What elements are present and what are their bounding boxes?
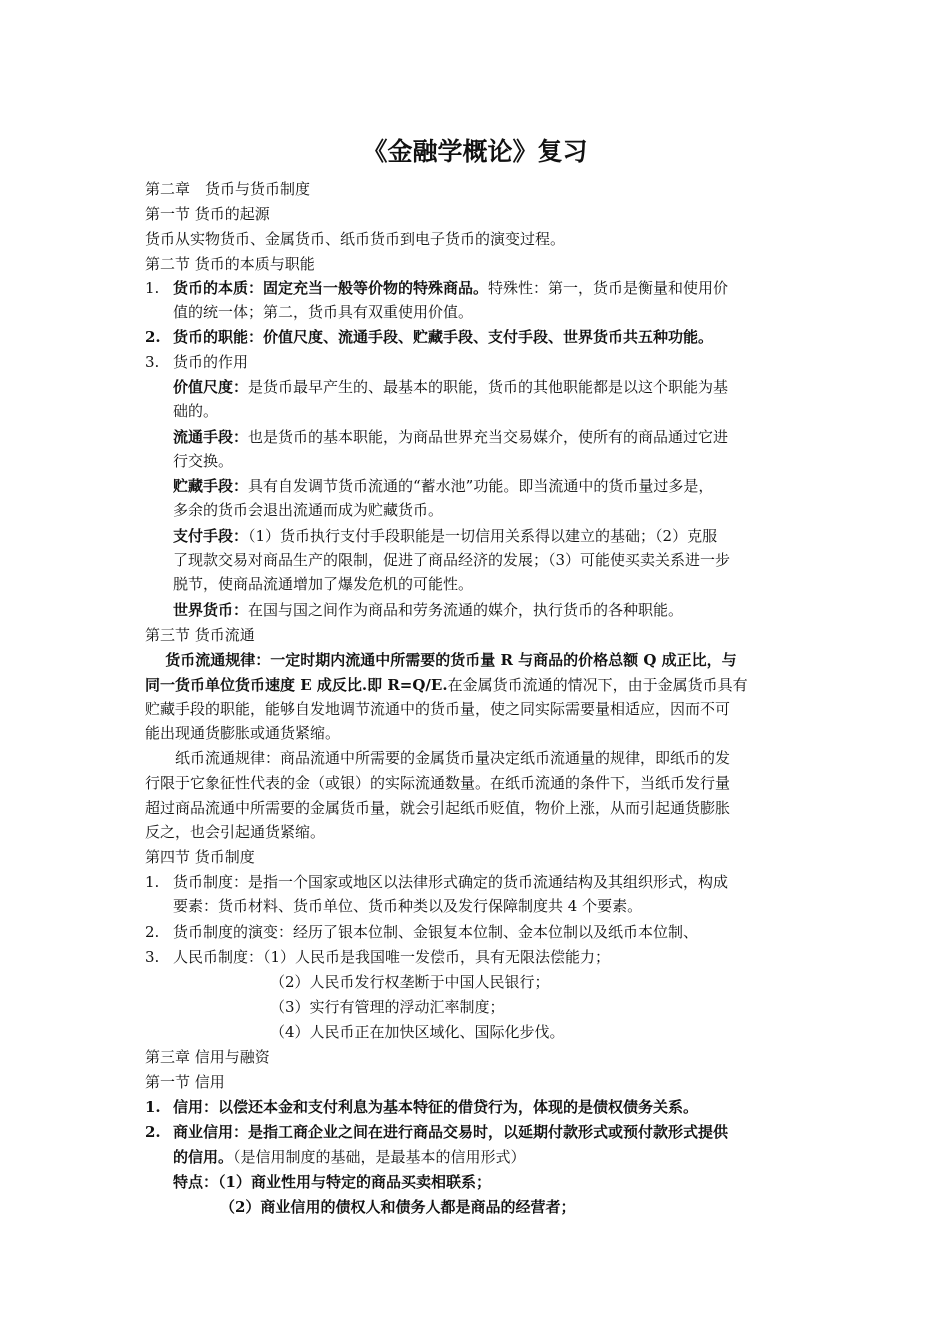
plain-text: 超过商品流通中所需要的金属货币量，就会引起纸币贬值，物价上涨，从而引起通货膨胀 <box>145 799 731 817</box>
text-line <box>145 796 810 820</box>
text-line <box>173 1170 838 1194</box>
text-line <box>145 623 810 647</box>
plain-text: 具有自发调节货币流通的“蓄水池”功能。即当流通中的货币量过多是， <box>248 477 714 495</box>
text-line <box>145 276 810 300</box>
bold-text: 的信用。 <box>173 1148 234 1166</box>
text-line <box>173 524 838 548</box>
plain-text: 贮藏手段的职能，能够自发地调节流通中的货币量，使之同实际需要量相适应，因而不可 <box>145 700 731 718</box>
text-line <box>145 721 810 745</box>
bold-text: 贮藏手段： <box>173 477 249 495</box>
plain-text: 在金属货币流通的情况下，由于金属货币具有 <box>447 676 748 694</box>
text-line <box>145 177 810 201</box>
text-line <box>145 771 810 795</box>
bold-text: 世界货币： <box>173 601 249 619</box>
text-line <box>173 1145 838 1169</box>
list-number: 1. <box>145 873 160 891</box>
bold-text: 货币流通规律：一定时期内流通中所需要的货币量 R 与商品的价格总额 Q 成正比，与 <box>145 651 737 669</box>
plain-text: 能出现通货膨胀或通货紧缩。 <box>145 724 341 742</box>
text-line <box>145 1045 810 1069</box>
plain-text: 第一节 信用 <box>145 1073 225 1091</box>
list-number: 3. <box>145 353 160 371</box>
plain-text: 了现款交易对商品生产的限制，促进了商品经济的发展；（3）可能使买卖关系进一步 <box>173 551 731 569</box>
plain-text: 要素：货币材料、货币单位、货币种类以及发行保障制度共 4 个要素。 <box>173 897 643 915</box>
list-number: 2. <box>145 923 160 941</box>
list-number: 1. <box>145 1098 161 1116</box>
plain-text: 第四节 货币制度 <box>145 848 255 866</box>
bold-text: 货币的本质：固定充当一般等价物的特殊商品。 <box>173 279 489 297</box>
text-line <box>145 325 810 349</box>
text-line <box>145 252 810 276</box>
plain-text: 货币从实物货币、金属货币、纸币货币到电子货币的演变过程。 <box>145 230 566 248</box>
plain-text: 特殊性：第一，货币是衡量和使用价 <box>488 279 729 297</box>
list-number: 1. <box>145 279 160 297</box>
text-line <box>145 1120 810 1144</box>
plain-text: 纸币流通规律：商品流通中所需要的金属货币量决定纸币流通量的规律，即纸币的发 <box>145 749 731 767</box>
list-number: 2. <box>145 1123 161 1141</box>
text-line <box>145 820 810 844</box>
plain-text: 反之，也会引起通货紧缩。 <box>145 823 326 841</box>
plain-text: 货币制度：是指一个国家或地区以法律形式确定的货币流通结构及其组织形式，构成 <box>173 873 729 891</box>
text-line <box>173 498 838 522</box>
text-line <box>145 673 810 697</box>
plain-text: 货币制度的演变：经历了银本位制、金银复本位制、金本位制以及纸币本位制、 <box>173 923 699 941</box>
plain-text: （3）实行有管理的浮动汇率制度； <box>270 998 505 1016</box>
text-line <box>173 894 838 918</box>
bold-text: 特点：（1）商业性用与特定的商品买卖相联系； <box>173 1173 491 1191</box>
text-line <box>145 227 810 251</box>
plain-text: 第三节 货币流通 <box>145 626 255 644</box>
bold-text: 货币的职能：价值尺度、流通手段、贮藏手段、支付手段、世界货币共五种功能。 <box>173 328 714 346</box>
list-number: 3. <box>145 948 160 966</box>
plain-text: 在国与国之间作为商品和劳务流通的媒介，执行货币的各种职能。 <box>248 601 684 619</box>
text-line <box>173 425 838 449</box>
list-number: 2. <box>145 328 161 346</box>
plain-text: 行交换。 <box>173 452 234 470</box>
text-line <box>173 449 838 473</box>
plain-text: 行限于它象征性代表的金（或银）的实际流通数量。在纸币流通的条件下，当纸币发行量 <box>145 774 731 792</box>
plain-text: （是信用制度的基础，是最基本的信用形式） <box>233 1148 526 1166</box>
plain-text: 脱节，使商品流通增加了爆发危机的可能性。 <box>173 575 474 593</box>
plain-text: 第三章 信用与融资 <box>145 1048 270 1066</box>
plain-text: （1）货币执行支付手段职能是一切信用关系得以建立的基础；（2）克服 <box>248 527 718 545</box>
plain-text: 第一节 货币的起源 <box>145 205 270 223</box>
plain-text: 是货币最早产生的、最基本的职能，货币的其他职能都是以这个职能为基 <box>248 378 729 396</box>
text-line <box>173 572 838 596</box>
text-line <box>173 399 838 423</box>
text-line <box>220 1195 885 1219</box>
text-line <box>145 845 810 869</box>
text-line <box>145 648 810 672</box>
bold-text: 支付手段： <box>173 527 249 545</box>
plain-text: 也是货币的基本职能，为商品世界充当交易媒介，使所有的商品通过它进 <box>248 428 729 446</box>
plain-text: 础的。 <box>173 402 219 420</box>
plain-text: 第二节 货币的本质与职能 <box>145 255 315 273</box>
bold-text: 同一货币单位货币速度 E 成反比.即 R=Q/E. <box>145 676 448 694</box>
text-line <box>145 945 810 969</box>
plain-text: 人民币制度：（1）人民币是我国唯一发偿币，具有无限法偿能力； <box>173 948 611 966</box>
text-line <box>270 970 935 994</box>
text-line <box>145 870 810 894</box>
bold-text: 价值尺度： <box>173 378 249 396</box>
text-line <box>173 300 838 324</box>
plain-text: （4）人民币正在加快区域化、国际化步伐。 <box>270 1023 565 1041</box>
plain-text: 第二章 货币与货币制度 <box>145 180 311 198</box>
bold-text: 商业信用：是指工商企业之间在进行商品交易时，以延期付款形式或预付款形式提供 <box>173 1123 729 1141</box>
text-line <box>173 548 838 572</box>
text-line <box>145 350 810 374</box>
text-line <box>270 1020 935 1044</box>
text-line <box>145 202 810 226</box>
bold-text: （2）商业信用的债权人和债务人都是商品的经营者； <box>220 1198 576 1216</box>
text-line <box>145 1095 810 1119</box>
text-line <box>145 746 810 770</box>
text-line <box>173 598 838 622</box>
text-line <box>145 1070 810 1094</box>
bold-text: 流通手段： <box>173 428 249 446</box>
text-line <box>145 697 810 721</box>
text-line <box>173 375 838 399</box>
plain-text: （2）人民币发行权垄断于中国人民银行； <box>270 973 550 991</box>
text-line <box>173 474 838 498</box>
document-title: 《金融学概论》复习 <box>362 137 588 166</box>
plain-text: 值的统一体；第二，货币具有双重使用价值。 <box>173 303 474 321</box>
bold-text: 信用：以偿还本金和支付利息为基本特征的借贷行为，体现的是债权债务关系。 <box>173 1098 699 1116</box>
text-line <box>270 995 935 1019</box>
plain-text: 货币的作用 <box>173 353 249 371</box>
text-line <box>145 920 810 944</box>
plain-text: 多余的货币会退出流通而成为贮藏货币。 <box>173 501 444 519</box>
